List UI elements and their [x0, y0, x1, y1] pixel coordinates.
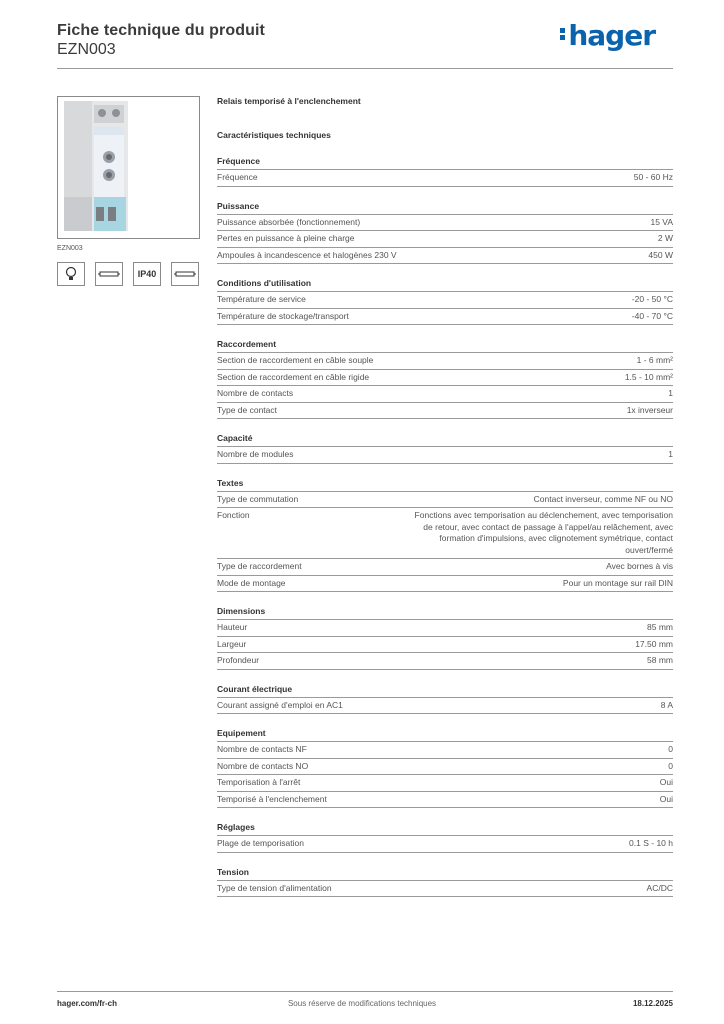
spec-sections [217, 156, 673, 897]
footer-website: hager.com/fr-ch [57, 999, 118, 1008]
spec-row [217, 759, 673, 776]
spec-row [217, 775, 673, 792]
spec-label: Plage de temporisation [217, 838, 304, 848]
spec-label: Nombre de contacts NF [217, 744, 307, 754]
ip-rating-badge: IP40 [133, 262, 161, 286]
spec-label: Nombre de contacts NO [217, 760, 309, 771]
spec-label: Profondeur [217, 655, 260, 665]
product-reference: EZN003 [57, 41, 116, 58]
page-title: Fiche technique du produit [57, 22, 265, 39]
spec-label: Temporisé à l'enclenchement [217, 793, 327, 804]
spec-label: Mode de montage [217, 577, 286, 588]
spec-value: 0 [668, 760, 673, 771]
spec-label: Type de commutation [217, 493, 299, 504]
spec-value: 1 [668, 388, 673, 398]
hager-logo: hager [560, 19, 655, 52]
spec-value: 15 VA [650, 216, 673, 227]
section-title: Textes [217, 478, 673, 492]
spec-label: Largeur [217, 638, 247, 649]
spec-row [217, 576, 673, 593]
spec-label: Type de raccordement [217, 561, 302, 571]
spec-content [217, 96, 673, 897]
spec-value: -40 - 70 °C [631, 310, 673, 321]
spec-value: Oui [659, 793, 673, 804]
section-title: Equipement [217, 728, 673, 742]
spec-value: 2 W [657, 233, 673, 243]
spec-value: 1.5 - 10 mm² [624, 371, 673, 382]
spec-row [217, 447, 673, 464]
spec-row [217, 231, 673, 248]
spec-value: Pour un montage sur rail DIN [562, 577, 673, 588]
spec-section [217, 728, 673, 808]
lamp-icon [57, 262, 85, 286]
section-title: Dimensions [217, 606, 673, 620]
spec-value: 50 - 60 Hz [633, 172, 673, 182]
spec-row [217, 559, 673, 576]
fluorescent-tube-icon [171, 262, 199, 286]
spec-row [217, 386, 673, 403]
spec-value: 85 mm [647, 622, 673, 632]
spec-row [217, 508, 673, 559]
spec-value: 1 - 6 mm² [636, 355, 673, 365]
spec-label: Section de raccordement en câble souple [217, 355, 374, 365]
spec-label: Ampoules à incandescence et halogènes 230 V [217, 249, 397, 260]
spec-value: 1x inverseur [626, 404, 673, 415]
spec-row [217, 836, 673, 853]
feature-icons [57, 262, 199, 286]
spec-row [217, 637, 673, 654]
spec-value: 0.1 S - 10 h [629, 838, 673, 848]
spec-label: Courant assigné d'emploi en AC1 [217, 699, 343, 710]
spec-label: Puissance absorbée (fonctionnement) [217, 216, 361, 227]
spec-section [217, 606, 673, 670]
spec-value: 0 [668, 744, 673, 754]
spec-value: AC/DC [646, 882, 673, 893]
photo-caption: EZN003 [57, 245, 83, 252]
header-divider [57, 68, 673, 69]
product-name: Relais temporisé à l'enclenchement [217, 96, 361, 106]
section-title: Courant électrique [217, 684, 673, 698]
spec-row [217, 170, 673, 187]
spec-label: Fonction [217, 510, 250, 520]
spec-label: Section de raccordement en câble rigide [217, 371, 370, 382]
spec-label: Température de stockage/transport [217, 310, 349, 321]
footer-divider [57, 991, 673, 992]
spec-label: Fréquence [217, 172, 258, 182]
spec-section [217, 433, 673, 464]
spec-section [217, 339, 673, 419]
spec-value: Oui [659, 777, 673, 787]
footer-date: 18.12.2025 [632, 999, 673, 1008]
spec-row [217, 248, 673, 265]
spec-label: Temporisation à l'arrêt [217, 777, 301, 787]
spec-row [217, 742, 673, 759]
spec-label: Nombre de contacts [217, 388, 294, 398]
page-header [57, 19, 673, 59]
spec-label: Pertes en puissance à pleine charge [217, 233, 355, 243]
spec-section [217, 156, 673, 187]
spec-section [217, 684, 673, 715]
product-photo [57, 96, 200, 239]
section-title: Raccordement [217, 339, 673, 353]
spec-row [217, 792, 673, 809]
spec-value: Fonctions avec temporisation au déclenchement, avec temporisation de retour, avec contact de passage à l'appel/au relâchement, avec formation d'impulsions, avec clignotement symétrique, contact ouvert/fermé [414, 510, 673, 555]
spec-section [217, 822, 673, 853]
spec-row [217, 215, 673, 232]
spec-value: Avec bornes à vis [606, 561, 673, 571]
section-title: Fréquence [217, 156, 673, 170]
relay-device-image [58, 97, 199, 238]
section-title: Capacité [217, 433, 673, 447]
spec-row [217, 353, 673, 370]
spec-heading: Caractéristiques techniques [217, 130, 331, 140]
section-title: Tension [217, 867, 673, 881]
spec-value: 1 [668, 449, 673, 459]
spec-row [217, 698, 673, 715]
spec-label: Type de contact [217, 404, 278, 415]
spec-row [217, 620, 673, 637]
spec-value: 17.50 mm [635, 638, 673, 649]
spec-label: Température de service [217, 294, 306, 304]
footer-disclaimer: Sous réserve de modifications techniques [287, 999, 437, 1008]
section-title: Réglages [217, 822, 673, 836]
spec-row [217, 292, 673, 309]
fluorescent-tube-icon [95, 262, 123, 286]
spec-label: Hauteur [217, 622, 248, 632]
spec-row [217, 492, 673, 509]
spec-row [217, 881, 673, 898]
spec-section [217, 278, 673, 325]
spec-label: Type de tension d'alimentation [217, 882, 332, 893]
spec-row [217, 403, 673, 420]
spec-value: 450 W [648, 249, 673, 260]
spec-section [217, 201, 673, 265]
spec-section [217, 867, 673, 898]
spec-row [217, 309, 673, 326]
section-title: Puissance [217, 201, 673, 215]
spec-row [217, 653, 673, 670]
spec-label: Nombre de modules [217, 449, 294, 459]
spec-value: -20 - 50 °C [631, 294, 673, 304]
spec-value: 8 A [660, 699, 673, 710]
spec-row [217, 370, 673, 387]
section-title: Conditions d'utilisation [217, 278, 673, 292]
spec-value: 58 mm [647, 655, 673, 665]
spec-section [217, 478, 673, 593]
spec-value: Contact inverseur, comme NF ou NO [533, 493, 673, 504]
